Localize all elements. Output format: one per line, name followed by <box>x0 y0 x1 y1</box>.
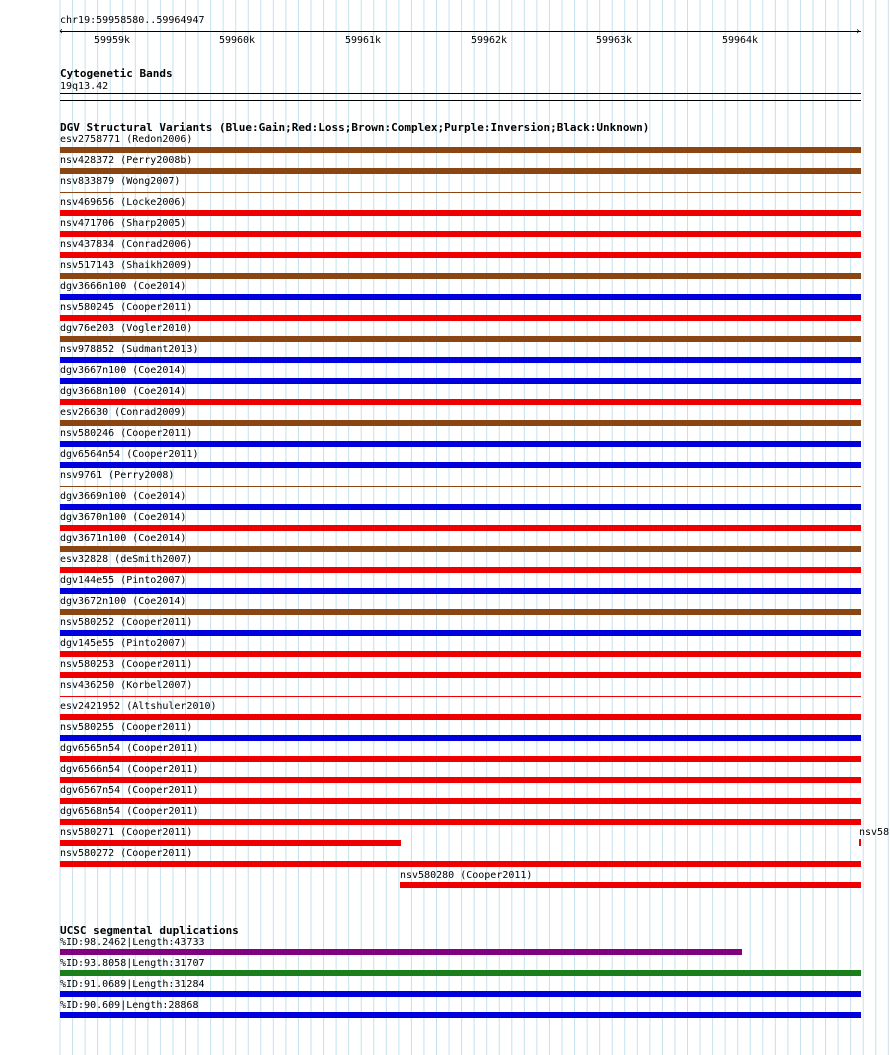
dgv-feature-label[interactable]: nsv978852 (Sudmant2013) <box>60 344 199 355</box>
dgv-feature-bar[interactable] <box>60 273 861 279</box>
cytoband-track-title: Cytogenetic Bands <box>60 67 173 80</box>
dgv-feature-label[interactable]: nsv833879 (Wong2007) <box>60 176 181 187</box>
dgv-feature-label[interactable]: dgv3668n100 (Coe2014) <box>60 386 187 397</box>
dgv-feature-bar[interactable] <box>60 819 861 825</box>
dgv-track-title: DGV Structural Variants (Blue:Gain;Red:Loss;Brown:Complex;Purple:Inversion;Black:Unknown) <box>60 121 650 134</box>
segdup-track-title: UCSC segmental duplications <box>60 924 239 937</box>
segdup-feature-label[interactable]: %ID:91.0689|Length:31284 <box>60 979 205 990</box>
dgv-feature-label[interactable]: dgv76e203 (Vogler2010) <box>60 323 193 334</box>
dgv-feature-label[interactable]: dgv6564n54 (Cooper2011) <box>60 449 199 460</box>
dgv-feature-bar[interactable] <box>60 210 861 216</box>
dgv-feature-bar[interactable] <box>60 420 861 426</box>
ruler-tick-label: 59959k <box>93 35 131 46</box>
dgv-feature-label[interactable]: dgv6568n54 (Cooper2011) <box>60 806 199 817</box>
dgv-feature-label[interactable]: nsv58 <box>859 827 890 838</box>
dgv-feature-label[interactable]: esv26630 (Conrad2009) <box>60 407 187 418</box>
dgv-feature-bar[interactable] <box>60 486 861 487</box>
dgv-feature-label[interactable]: dgv145e55 (Pinto2007) <box>60 638 187 649</box>
ruler-tick-label: 59964k <box>721 35 759 46</box>
dgv-feature-bar[interactable] <box>60 756 861 762</box>
dgv-feature-label[interactable]: dgv144e55 (Pinto2007) <box>60 575 187 586</box>
segdup-feature-bar[interactable] <box>60 949 742 955</box>
dgv-feature-label[interactable]: dgv3667n100 (Coe2014) <box>60 365 187 376</box>
dgv-feature-label[interactable]: nsv580253 (Cooper2011) <box>60 659 193 670</box>
dgv-feature-bar[interactable] <box>60 378 861 384</box>
dgv-feature-bar[interactable] <box>60 504 861 510</box>
dgv-feature-bar[interactable] <box>60 525 861 531</box>
dgv-feature-bar[interactable] <box>60 231 861 237</box>
dgv-feature-bar[interactable] <box>60 441 861 447</box>
segdup-feature-label[interactable]: %ID:90.609|Length:28868 <box>60 1000 199 1011</box>
track-separator <box>60 100 861 101</box>
dgv-feature-bar[interactable] <box>60 399 861 405</box>
dgv-feature-label[interactable]: esv2758771 (Redon2006) <box>60 134 193 145</box>
dgv-feature-label[interactable]: nsv580245 (Cooper2011) <box>60 302 193 313</box>
ruler-tick-label: 59962k <box>470 35 508 46</box>
dgv-feature-bar[interactable] <box>60 588 861 594</box>
segdup-feature-label[interactable]: %ID:93.8058|Length:31707 <box>60 958 205 969</box>
dgv-feature-label[interactable]: dgv3672n100 (Coe2014) <box>60 596 187 607</box>
dgv-feature-label[interactable]: dgv3670n100 (Coe2014) <box>60 512 187 523</box>
dgv-feature-label[interactable]: nsv580280 (Cooper2011) <box>400 870 533 881</box>
dgv-feature-bar[interactable] <box>60 336 861 342</box>
dgv-feature-bar[interactable] <box>60 252 861 258</box>
dgv-feature-bar[interactable] <box>60 147 861 153</box>
dgv-feature-label[interactable]: nsv580272 (Cooper2011) <box>60 848 193 859</box>
dgv-feature-bar[interactable] <box>859 839 861 846</box>
ruler-tick-label: 59961k <box>344 35 382 46</box>
dgv-feature-label[interactable]: dgv6565n54 (Cooper2011) <box>60 743 199 754</box>
dgv-feature-bar[interactable] <box>60 651 861 657</box>
dgv-feature-label[interactable]: dgv6567n54 (Cooper2011) <box>60 785 199 796</box>
segdup-feature-bar[interactable] <box>60 991 861 997</box>
dgv-feature-label[interactable]: nsv428372 (Perry2008b) <box>60 155 193 166</box>
ruler-axis <box>60 31 861 32</box>
dgv-feature-bar[interactable] <box>60 840 401 846</box>
dgv-feature-bar[interactable] <box>60 714 861 720</box>
dgv-feature-bar[interactable] <box>400 882 861 888</box>
dgv-feature-bar[interactable] <box>60 462 861 468</box>
cytoband-bar[interactable] <box>60 93 861 94</box>
dgv-feature-bar[interactable] <box>60 546 861 552</box>
segdup-feature-bar[interactable] <box>60 1012 861 1018</box>
dgv-feature-bar[interactable] <box>60 567 861 573</box>
dgv-feature-label[interactable]: nsv437834 (Conrad2006) <box>60 239 193 250</box>
dgv-feature-bar[interactable] <box>60 630 861 636</box>
dgv-feature-label[interactable]: nsv517143 (Shaikh2009) <box>60 260 193 271</box>
dgv-feature-bar[interactable] <box>60 798 861 804</box>
dgv-feature-label[interactable]: nsv580252 (Cooper2011) <box>60 617 193 628</box>
dgv-feature-bar[interactable] <box>60 735 861 741</box>
dgv-feature-bar[interactable] <box>60 609 861 615</box>
segdup-feature-bar[interactable] <box>60 970 861 976</box>
dgv-feature-label[interactable]: nsv580246 (Cooper2011) <box>60 428 193 439</box>
dgv-feature-label[interactable]: nsv471706 (Sharp2005) <box>60 218 187 229</box>
dgv-feature-label[interactable]: nsv469656 (Locke2006) <box>60 197 187 208</box>
dgv-feature-bar[interactable] <box>60 861 861 867</box>
ruler-tick-label: 59960k <box>218 35 256 46</box>
dgv-feature-bar[interactable] <box>60 315 861 321</box>
dgv-feature-bar[interactable] <box>60 168 861 174</box>
dgv-feature-bar[interactable] <box>60 777 861 783</box>
dgv-feature-label[interactable]: dgv3671n100 (Coe2014) <box>60 533 187 544</box>
cytoband-label: 19q13.42 <box>60 81 109 92</box>
dgv-feature-label[interactable]: nsv580255 (Cooper2011) <box>60 722 193 733</box>
dgv-feature-label[interactable]: esv32828 (deSmith2007) <box>60 554 193 565</box>
dgv-feature-label[interactable]: dgv3666n100 (Coe2014) <box>60 281 187 292</box>
dgv-feature-bar[interactable] <box>60 672 861 678</box>
dgv-feature-label[interactable]: nsv580271 (Cooper2011) <box>60 827 193 838</box>
dgv-feature-bar[interactable] <box>60 192 861 193</box>
dgv-feature-label[interactable]: esv2421952 (Altshuler2010) <box>60 701 217 712</box>
ruler-location: chr19:59958580..59964947 <box>60 15 205 26</box>
ruler-tick-label: 59963k <box>595 35 633 46</box>
dgv-feature-label[interactable]: dgv6566n54 (Cooper2011) <box>60 764 199 775</box>
dgv-feature-bar[interactable] <box>60 294 861 300</box>
dgv-feature-label[interactable]: dgv3669n100 (Coe2014) <box>60 491 187 502</box>
segdup-feature-label[interactable]: %ID:98.2462|Length:43733 <box>60 937 205 948</box>
ruler-right-arrow-icon: › <box>855 26 862 37</box>
dgv-feature-bar[interactable] <box>60 357 861 363</box>
dgv-feature-label[interactable]: nsv436250 (Korbel2007) <box>60 680 193 691</box>
ruler-left-arrow-icon: ‹ <box>58 26 65 37</box>
dgv-feature-bar[interactable] <box>60 696 861 697</box>
dgv-feature-label[interactable]: nsv9761 (Perry2008) <box>60 470 175 481</box>
